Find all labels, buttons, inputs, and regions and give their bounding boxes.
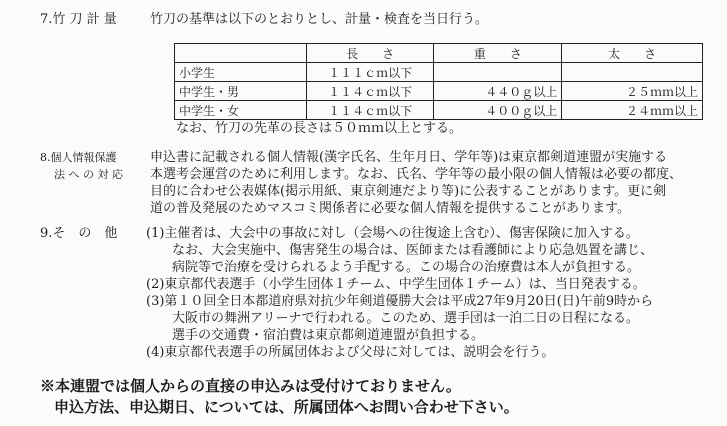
table-row [175, 63, 703, 82]
section7-heading: 7.竹 刀 計 量 [40, 12, 117, 27]
section7-intro: 竹刀の基準は以下のとおりとし、計量・検査を当日行う。 [150, 12, 489, 27]
shinai-spec-table [174, 43, 703, 120]
footer-notice: ※本連盟では個人からの直接の申込みは受付けておりません。 [40, 377, 461, 395]
row-weight [434, 63, 562, 82]
table-header-length: 長 さ [306, 44, 434, 63]
table-header-weight: 重 さ [434, 44, 562, 63]
row-weight: ４００ｇ以上 [434, 101, 562, 120]
table-header-row [175, 44, 703, 63]
row-thickness: ２５ｍｍ以上 [562, 82, 703, 101]
section9-line: (2)東京都代表選手（小学生団体１チーム、中学生団体１チーム）は、当日発表する。 [146, 277, 646, 292]
row-weight: ４４０ｇ以上 [434, 82, 562, 101]
section9-line: 選手の交通費・宿泊費は東京都剣道連盟が負担する。 [172, 328, 485, 343]
row-length: １１１ｃｍ以下 [306, 63, 434, 82]
section9-line: (3)第１０回全日本都道府県対抗少年剣道優勝大会は平成27年9月20日(日)午前9時から [146, 294, 654, 309]
row-length: １１４ｃｍ以下 [306, 82, 434, 101]
row-length: １１４ｃｍ以下 [306, 101, 434, 120]
section8-line: 目的に合わせ公表媒体(掲示用紙、東京剣連だより等)に公表することがあります。更に剣 [150, 184, 667, 199]
table-row [175, 101, 703, 120]
footer-inquiry: 申込方法、申込期日、については、所属団体へお問い合わせ下さい。 [54, 398, 519, 416]
section8-line: 本選考会運営のために利用します。なお、氏名、学年等の最小限の個人情報は必要の都度、 [150, 167, 682, 182]
row-thickness: ２４ｍｍ以上 [562, 101, 703, 120]
section8-line: 道の普及発展のためマスコミ関係者に必要な個人情報を提供することがあります。 [150, 201, 630, 216]
row-label: 小学生 [175, 63, 307, 82]
section8-line: 申込書に記載される個人情報(漢字氏名、生年月日、学年等)は東京都剣道連盟が実施する [150, 150, 668, 165]
section8-heading-line1: 8.個人情報保護 [40, 151, 117, 164]
row-label: 中学生・女 [175, 101, 307, 120]
table-row [175, 82, 703, 101]
section9-line: (4)東京都代表選手の所属団体および父母に対しては、説明会を行う。 [146, 345, 555, 360]
table-header-thickness: 太 さ [562, 44, 703, 63]
row-label: 中学生・男 [175, 82, 307, 101]
section8-heading-line2: 法 へ の 対 応 [54, 168, 123, 181]
section9-line: なお、大会実施中、傷害発生の場合は、医師または看護師により応急処置を講じ、 [172, 243, 654, 258]
section9-line: 病院等で治療を受けられるよう手配する。この場合の治療費は本人が負担する。 [172, 260, 641, 275]
section7-note: なお、竹刀の先革の長さは５０ｍｍ以上とする。 [176, 121, 463, 136]
section9-line: 大阪市の舞洲アリーナで行われる。このため、選手団は一泊二日の日程になる。 [172, 311, 639, 326]
row-thickness [562, 63, 703, 82]
section9-heading: 9.そ の 他 [40, 226, 118, 241]
table-header-blank [175, 44, 307, 63]
section9-line: (1)主催者は、大会中の事故に対し（会場への往復途上含む）、傷害保険に加入する。 [146, 226, 639, 241]
